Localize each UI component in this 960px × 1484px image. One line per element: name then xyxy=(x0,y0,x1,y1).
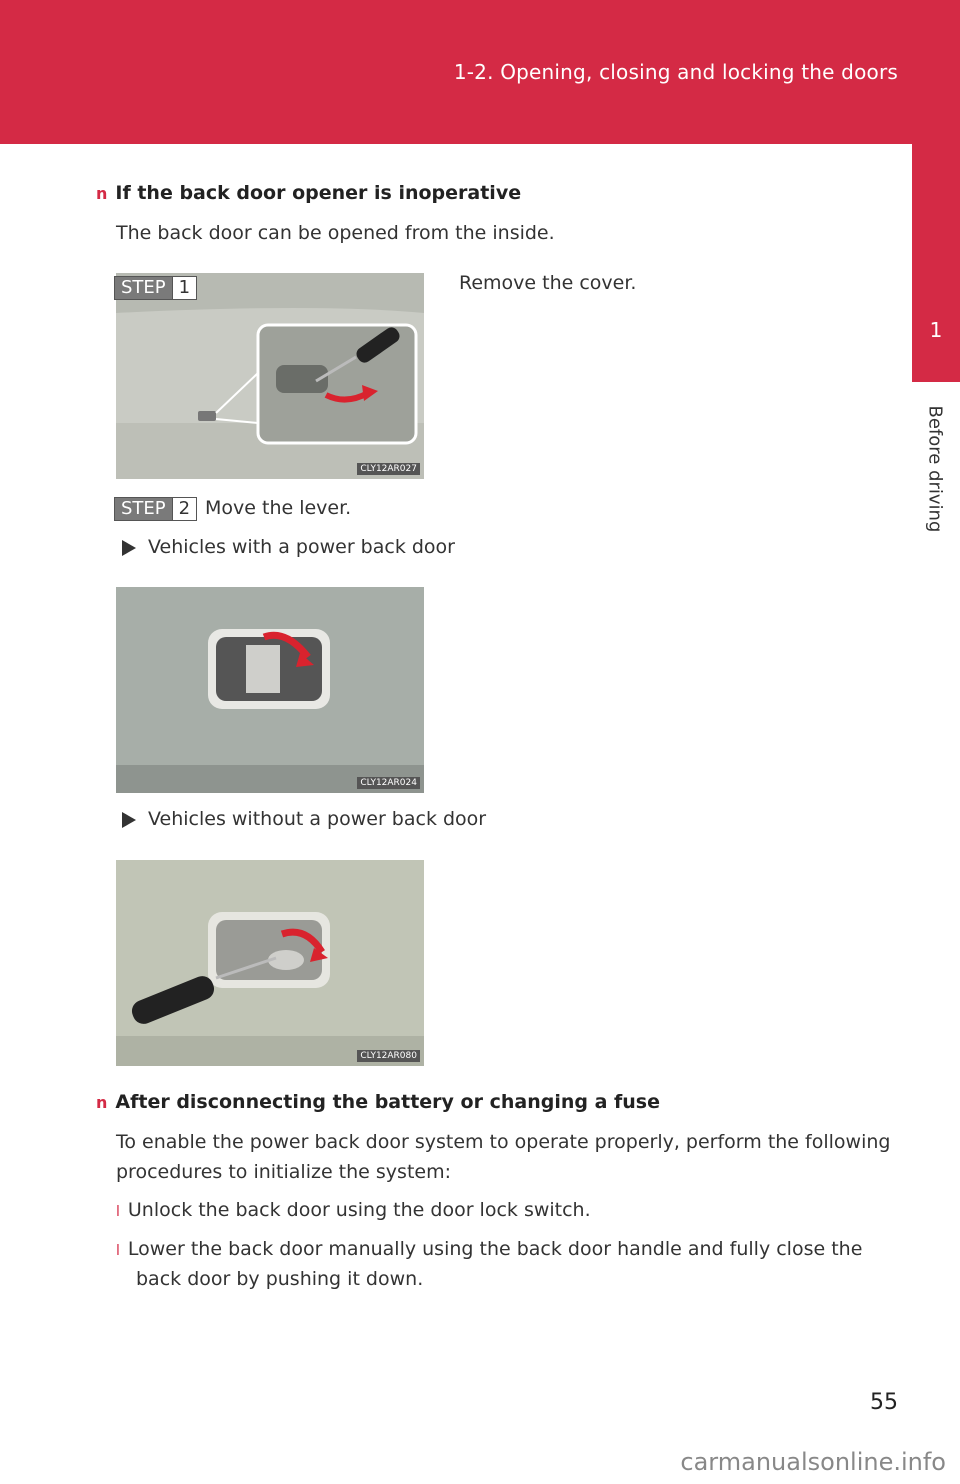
remove-cover-illustration xyxy=(116,273,424,479)
list-item xyxy=(116,1234,862,1266)
page-header xyxy=(0,0,960,144)
chapter-label: Before driving xyxy=(924,405,946,533)
step-number: 2 xyxy=(172,498,196,520)
figure-remove-cover xyxy=(116,273,424,479)
step-word: STEP xyxy=(115,277,172,299)
chapter-tab xyxy=(912,144,960,382)
figure-code: CLY12AR027 xyxy=(357,463,420,475)
section-heading xyxy=(96,182,521,204)
manual-door-lever-illustration xyxy=(116,860,424,1066)
section-intro-line: procedures to initialize the system: xyxy=(116,1161,451,1183)
list-item xyxy=(116,1195,591,1227)
chapter-number: 1 xyxy=(929,318,943,342)
list-bullet: l xyxy=(116,1204,120,1220)
page-number: 55 xyxy=(870,1390,898,1415)
figure-manual-door-lever xyxy=(116,860,424,1066)
figure-power-door-lever xyxy=(116,587,424,793)
list-item-continuation: back door by pushing it down. xyxy=(136,1268,424,1290)
section-title: If the back door opener is inoperative xyxy=(115,182,522,204)
power-door-lever-illustration xyxy=(116,587,424,793)
step-1-text: Remove the cover. xyxy=(459,272,637,294)
section-bullet: n xyxy=(96,1093,108,1112)
step-1-badge xyxy=(114,276,197,300)
watermark: carmanualsonline.info xyxy=(680,1448,946,1476)
arrow-right-icon xyxy=(122,812,136,828)
variant-heading xyxy=(122,804,486,834)
section-intro-line: To enable the power back door system to operate properly, perform the following xyxy=(116,1131,891,1153)
list-item-text: Unlock the back door using the door lock switch. xyxy=(127,1199,591,1221)
variant-label: Vehicles without a power back door xyxy=(148,808,487,830)
chapter-title: 1-2. Opening, closing and locking the doors xyxy=(453,60,898,84)
section-bullet: n xyxy=(96,184,108,203)
section-heading xyxy=(96,1091,660,1113)
variant-label: Vehicles with a power back door xyxy=(148,536,455,558)
arrow-right-icon xyxy=(122,540,136,556)
section-intro: The back door can be opened from the inside. xyxy=(116,222,555,244)
step-number: 1 xyxy=(172,277,196,299)
list-item-text: Lower the back door manually using the back door handle and fully close the xyxy=(127,1238,863,1260)
figure-code: CLY12AR024 xyxy=(357,777,420,789)
section-title: After disconnecting the battery or changing a fuse xyxy=(115,1091,660,1113)
step-word: STEP xyxy=(115,498,172,520)
figure-code: CLY12AR080 xyxy=(357,1050,420,1062)
step-2-badge xyxy=(114,497,197,521)
step-2-text: Move the lever. xyxy=(205,497,352,519)
variant-heading xyxy=(122,532,455,562)
list-bullet: l xyxy=(116,1243,120,1259)
